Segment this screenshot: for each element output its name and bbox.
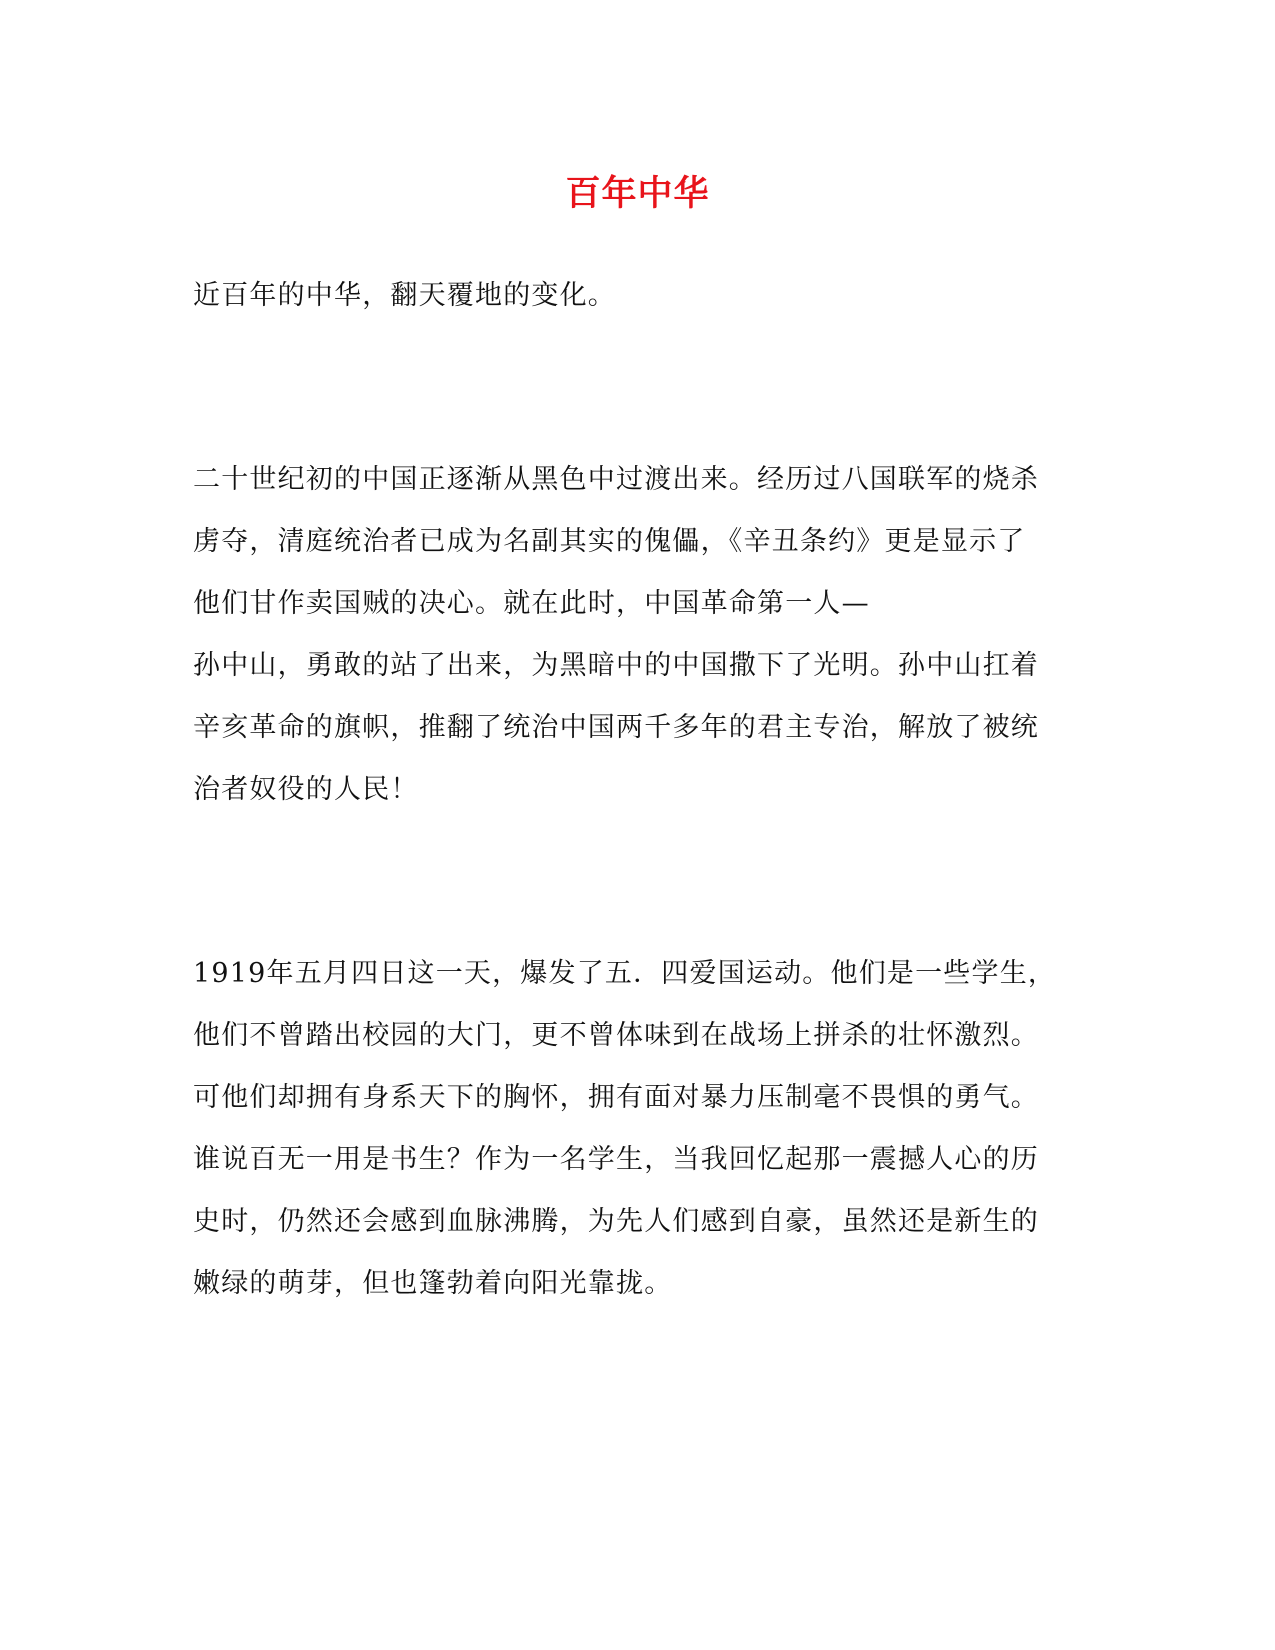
intro-line: 近百年的中华，翻天覆地的变化。 <box>193 280 616 311</box>
paragraph-1-line: 二十世纪初的中国正逐渐从黑色中过渡出来。经历过八国联军的烧杀 <box>193 464 1039 495</box>
document-title: 百年中华 <box>565 174 710 214</box>
paragraph-1-line: 治者奴役的人民！ <box>193 774 419 805</box>
paragraph-1-line: 辛亥革命的旗帜，推翻了统治中国两千多年的君主专治，解放了被统 <box>193 712 1039 743</box>
paragraph-2-line: 可他们却拥有身系天下的胸怀，拥有面对暴力压制毫不畏惧的勇气。 <box>193 1082 1039 1113</box>
paragraph-1-line: 虏夺，清庭统治者已成为名副其实的傀儡，《辛丑条约》更是显示了 <box>193 526 1026 557</box>
paragraph-2-line: 1919年五月四日这一天，爆发了五．四爱国运动。他们是一些学生， <box>193 958 1057 989</box>
paragraph-2-line: 谁说百无一用是书生？作为一名学生，当我回忆起那一震撼人心的历 <box>193 1144 1039 1175</box>
paragraph-2-line: 嫩绿的萌芽，但也篷勃着向阳光靠拢。 <box>193 1268 673 1299</box>
paragraph-2-line: 他们不曾踏出校园的大门，更不曾体味到在战场上拼杀的壮怀激烈。 <box>193 1020 1039 1051</box>
paragraph-2-line: 史时，仍然还会感到血脉沸腾，为先人们感到自豪，虽然还是新生的 <box>193 1206 1039 1237</box>
paragraph-1-line: 孙中山，勇敢的站了出来，为黑暗中的中国撒下了光明。孙中山扛着 <box>193 650 1039 681</box>
paragraph-1-line: 他们甘作卖国贼的决心。就在此时，中国革命第一人— <box>193 588 870 619</box>
